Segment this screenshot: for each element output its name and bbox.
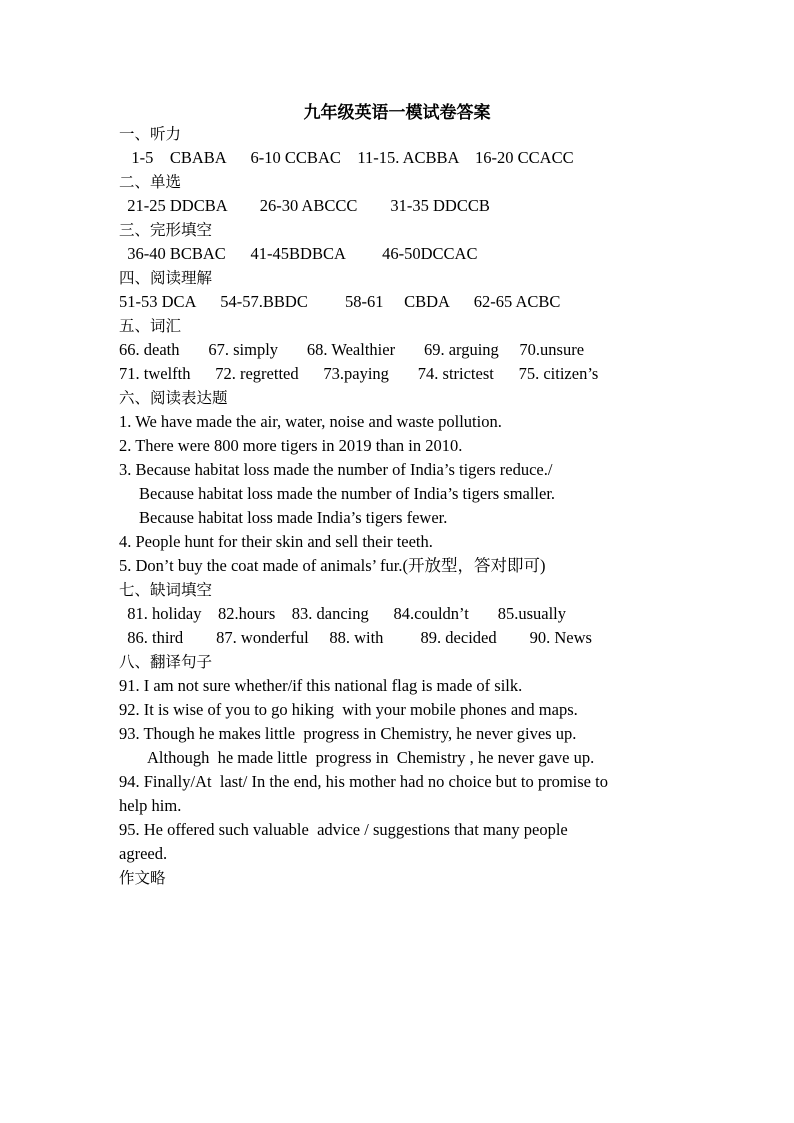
answer-line: Because habitat loss made India’s tigers fewer. — [139, 508, 448, 527]
section-heading: 三、完形填空 — [119, 221, 213, 239]
answer-line: 95. He offered such valuable advice / suggestions that many people — [119, 820, 568, 839]
answer-line: 3. Because habitat loss made the number of India’s tigers reduce./ — [119, 460, 553, 479]
answer-line: 86. third 87. wonderful 88. with 89. decided 90. News — [119, 628, 592, 647]
section-heading: 五、词汇 — [119, 317, 182, 335]
answer-line: 5. Don’t buy the coat made of animals’ fur.(开放型，答对即可) — [119, 556, 546, 575]
answer-line: 92. It is wise of you to go hiking with your mobile phones and maps. — [119, 700, 578, 719]
section-heading: 四、阅读理解 — [119, 269, 213, 287]
answer-line: 51-53 DCA 54-57.BBDC 58-61 CBDA 62-65 ACBC — [119, 292, 561, 311]
answer-line: 91. I am not sure whether/if this national flag is made of silk. — [119, 676, 523, 695]
answer-line: 4. People hunt for their skin and sell their teeth. — [119, 532, 433, 551]
answer-line: 2. There were 800 more tigers in 2019 than in 2010. — [119, 436, 463, 455]
answer-line: 21-25 DDCBA 26-30 ABCCC 31-35 DDCCB — [119, 196, 490, 215]
answer-line: 94. Finally/At last/ In the end, his mother had no choice but to promise to — [119, 772, 608, 791]
answer-line: agreed. — [119, 844, 168, 863]
answer-line: 66. death 67. simply 68. Wealthier 69. arguing 70.unsure — [119, 340, 585, 359]
section-heading: 八、翻译句子 — [119, 653, 213, 671]
section-heading: 作文略 — [119, 869, 166, 887]
section-heading: 二、单选 — [119, 173, 182, 191]
section-heading: 一、听力 — [119, 125, 182, 143]
answer-line: 81. holiday 82.hours 83. dancing 84.couldn’t 85.usually — [119, 604, 566, 623]
answer-line: Although he made little progress in Chemistry , he never gave up. — [147, 748, 595, 767]
section-heading: 六、阅读表达题 — [119, 389, 228, 407]
page-title: 九年级英语一模试卷答案 — [303, 103, 491, 123]
answer-line: 93. Though he makes little progress in Chemistry, he never gives up. — [119, 724, 577, 743]
section-heading: 七、缺词填空 — [119, 581, 213, 599]
answer-line: 1-5 CBABA 6-10 CCBAC 11-15. ACBBA 16-20 CCACC — [119, 148, 574, 167]
answer-line: Because habitat loss made the number of India’s tigers smaller. — [139, 484, 556, 503]
answer-line: 71. twelfth 72. regretted 73.paying 74. strictest 75. citizen’s — [119, 364, 599, 383]
answer-body — [119, 122, 679, 890]
answer-line: help him. — [119, 796, 182, 815]
answer-line: 36-40 BCBAC 41-45BDBCA 46-50DCCAC — [119, 244, 478, 263]
answer-line: 1. We have made the air, water, noise and waste pollution. — [119, 412, 502, 431]
